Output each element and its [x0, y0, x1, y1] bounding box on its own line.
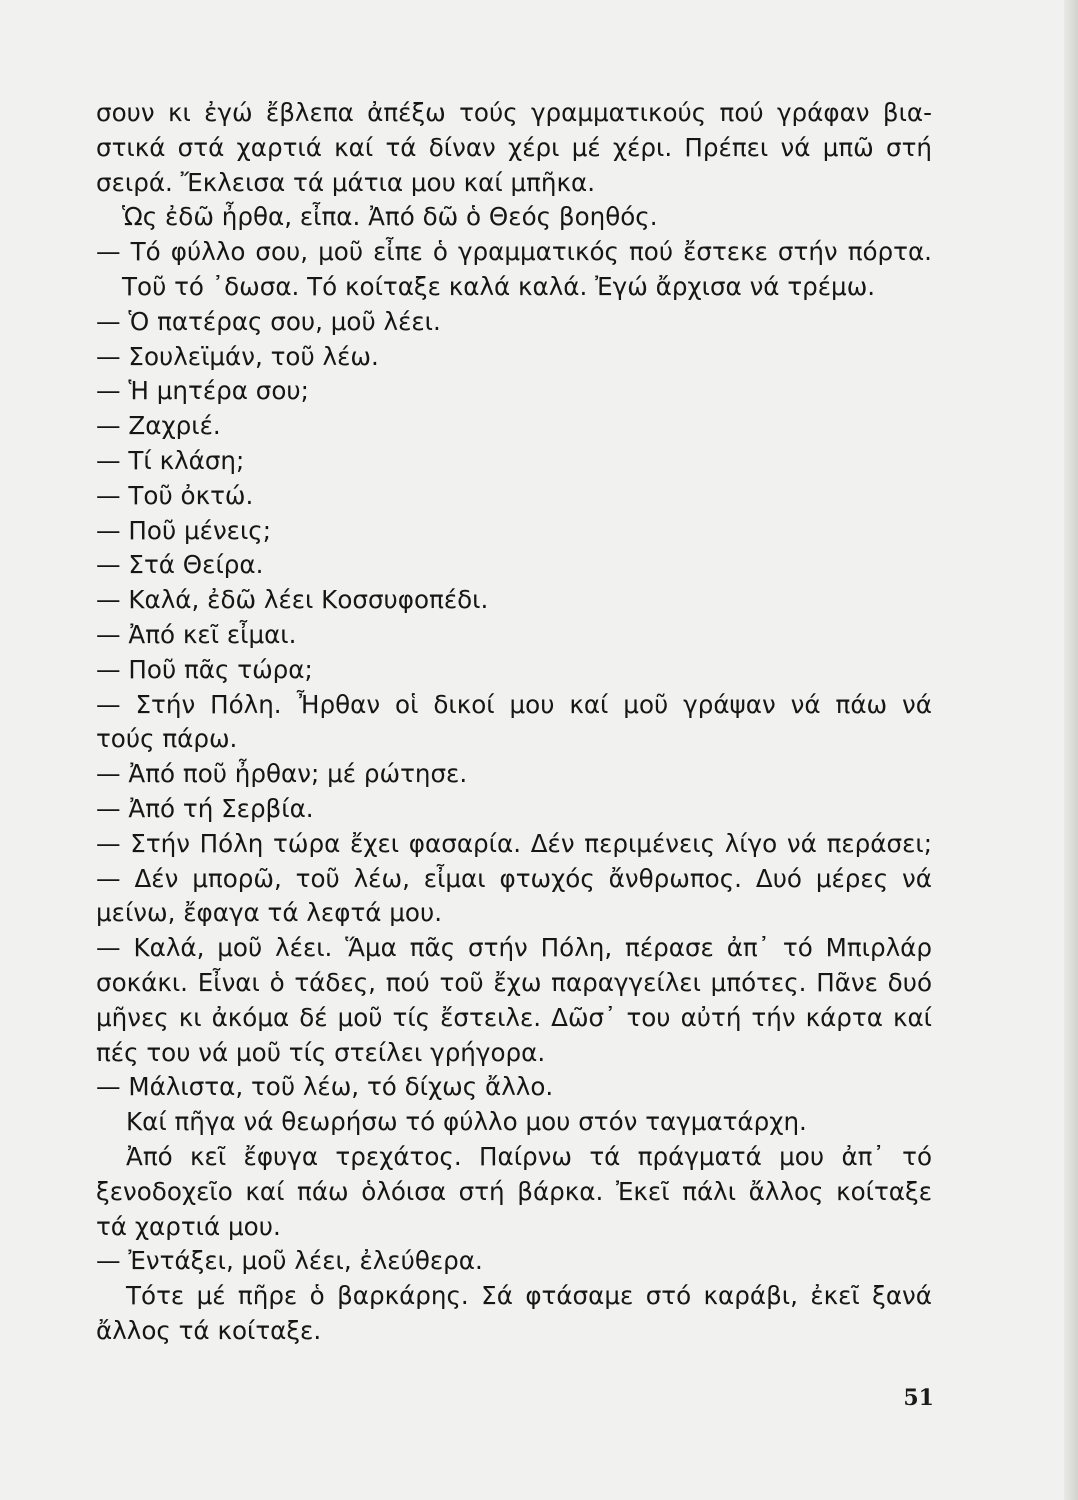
dialogue-line: — Ποῦ μένεις;	[96, 515, 272, 545]
dialogue-line: — Σουλεϊμάν, τοῦ λέω.	[96, 341, 379, 371]
dialogue-line: — Ζαχριέ.	[96, 411, 221, 441]
dialogue-line: — Στά Θείρα.	[96, 550, 264, 580]
dialogue-line: — Στήν Πόλη. Ἦρθαν οἱ δικοί μου καί μοῦ γράψαν νά πάω νά	[96, 689, 932, 719]
dialogue-line: — Ὁ πατέρας σου, μοῦ λέει.	[96, 306, 441, 336]
dialogue-line: — Ἀπό ποῦ ἦρθαν; μέ ρώτησε.	[96, 759, 468, 789]
text-line: σειρά. Ἔκλεισα τά μάτια μου καί μπῆκα.	[96, 167, 596, 197]
text-line: Τότε μέ πῆρε ὁ βαρκάρης. Σά φτάσαμε στό καράβι, ἐκεῖ ξανά	[126, 1281, 932, 1311]
text-line: σοκάκι. Εἶναι ὁ τάδες, πού τοῦ ἔχω παραγγείλει μπότες. Πᾶνε δυό	[96, 967, 932, 997]
text-line: μείνω, ἔφαγα τά λεφτά μου.	[96, 898, 443, 928]
dialogue-line: — Ἀπό κεῖ εἶμαι.	[96, 619, 297, 649]
dialogue-line: — Ἀπό τή Σερβία.	[96, 793, 314, 823]
text-line: μῆνες κι ἀκόμα δέ μοῦ τίς ἔστειλε. Δῶσ᾿ του αὐτή τήν κάρτα καί	[96, 1002, 932, 1032]
text-line: Ὡς ἐδῶ ἦρθα, εἶπα. Ἀπό δῶ ὁ Θεός βοηθός.	[122, 202, 658, 232]
dialogue-line: — Τό φύλλο σου, μοῦ εἶπε ὁ γραμματικός πού ἔστεκε στήν πόρτα.	[96, 237, 932, 267]
dialogue-line: — Στήν Πόλη τώρα ἔχει φασαρία. Δέν περιμένεις λίγο νά περάσει;	[96, 828, 932, 858]
text-line: τά χαρτιά μου.	[96, 1211, 281, 1241]
text-line: ἄλλος τά κοίταξε.	[96, 1315, 322, 1345]
dialogue-line: — Καλά, μοῦ λέει. Ἅμα πᾶς στήν Πόλη, πέρασε ἀπ᾿ τό Μπιρλάρ	[96, 933, 932, 963]
text-line: Τοῦ τό ᾿δωσα. Τό κοίταξε καλά καλά. Ἐγώ ἄρχισα νά τρέμω.	[122, 271, 876, 301]
dialogue-line: — Καλά, ἐδῶ λέει Κοσσυφοπέδι.	[96, 585, 489, 615]
dialogue-line: — Δέν μπορῶ, τοῦ λέω, εἶμαι φτωχός ἄνθρωπος. Δυό μέρες νά	[96, 863, 932, 893]
page-edge-shadow	[1064, 0, 1078, 1500]
text-line: πές του νά μοῦ τίς στείλει γρήγορα.	[96, 1037, 546, 1067]
text-line: στικά στά χαρτιά καί τά δίναν χέρι μέ χέρι. Πρέπει νά μπῶ στή	[96, 132, 932, 162]
page-number: 51	[903, 1385, 934, 1411]
dialogue-line: — Τί κλάση;	[96, 445, 245, 475]
text-line: Καί πῆγα νά θεωρήσω τό φύλλο μου στόν ταγματάρχη.	[126, 1107, 807, 1137]
text-line: Ἀπό κεῖ ἔφυγα τρεχάτος. Παίρνω τά πράγματά μου ἀπ᾿ τό	[126, 1141, 932, 1171]
page-text	[96, 96, 932, 1349]
text-line: ξενοδοχεῖο καί πάω ὁλόισα στή βάρκα. Ἐκεῖ πάλι ἄλλος κοίταξε	[96, 1176, 932, 1206]
dialogue-line: — Τοῦ ὀκτώ.	[96, 480, 254, 510]
text-line: σουν κι ἐγώ ἔβλεπα ἀπέξω τούς γραμματικούς πού γράφαν βια-	[96, 98, 932, 127]
dialogue-line: — Ποῦ πᾶς τώρα;	[96, 654, 313, 684]
dialogue-line: — Μάλιστα, τοῦ λέω, τό δίχως ἄλλο.	[96, 1072, 554, 1102]
dialogue-line: — Ἡ μητέρα σου;	[96, 376, 309, 406]
text-line: τούς πάρω.	[96, 724, 238, 754]
dialogue-line: — Ἐντάξει, μοῦ λέει, ἐλεύθερα.	[96, 1246, 483, 1276]
